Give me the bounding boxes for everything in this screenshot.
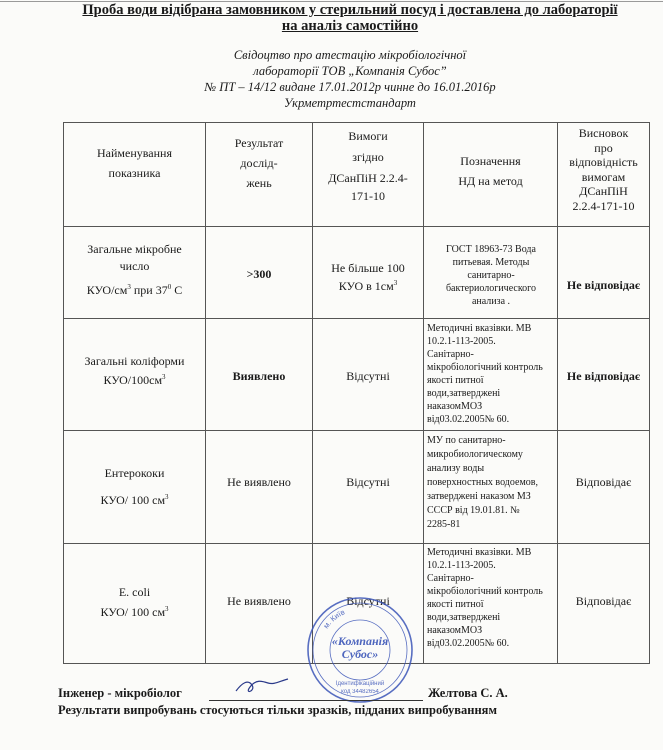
stamp-company-line-2: Субос» bbox=[341, 647, 379, 661]
header-indicator: Найменування показника bbox=[64, 123, 206, 227]
row4-indicator: E. coli КУО/ 100 $см^3$ bbox=[64, 544, 206, 664]
signature bbox=[232, 673, 292, 699]
row1-conclusion: Не відповідає bbox=[558, 227, 650, 319]
row1-indicator: Загальне мікробне число КУО/$см^3$ при $37^0$ С bbox=[64, 227, 206, 319]
row3-conclusion: Відповідає bbox=[558, 431, 650, 544]
certificate-line-4: Укрметртестстандарт bbox=[284, 96, 416, 110]
engineer-label: Інженер - мікробіолог bbox=[58, 686, 182, 700]
disclaimer: Результати випробувань стосуються тільки зразків, підданих випробуванням bbox=[58, 703, 497, 717]
row2-conclusion: Не відповідає bbox=[558, 319, 650, 431]
heading-line-2: на аналіз самостійно bbox=[281, 18, 419, 34]
row4-conclusion: Відповідає bbox=[558, 544, 650, 664]
header-method: Позначення НД на метод bbox=[424, 123, 558, 227]
row1-requirement: Не більше 100 КУО в $1см^3$ bbox=[313, 227, 424, 319]
row3-indicator: Ентерококи КУО/ 100 $см^3$ bbox=[64, 431, 206, 544]
signature-line bbox=[209, 700, 423, 701]
row3-method: МУ по санитарно- микробиологическому анализу воды поверхностных водоемов, затверджені наказом МЗ СССР від 19.01.81. № 2285-81 bbox=[424, 431, 558, 544]
stamp-code: код 34482654 bbox=[341, 689, 379, 695]
certificate-line-1: Свідоцтво про атестацію мікробіологічної bbox=[233, 48, 467, 62]
row3-result: Не виявлено bbox=[206, 431, 313, 544]
certificate-line-3: № ПТ – 14/12 видане 17.01.2012р чинне до 16.01.2016р bbox=[204, 80, 496, 94]
row2-requirement: Відсутні bbox=[313, 319, 424, 431]
engineer-name: Желтова С. А. bbox=[428, 686, 508, 700]
row2-method: Методичні вказівки. МВ 10.2.1-113-2005. Санітарно- мікробіологічний контроль якості питної води,затверджені наказомМОЗ від03.02.2005№ 60. bbox=[424, 319, 558, 431]
row4-method: Методичні вказівки. МВ 10.2.1-113-2005. Санітарно- мікробіологічний контроль якості питної води,затверджені наказомМОЗ від03.02.2005№ 60. bbox=[424, 544, 558, 664]
company-stamp bbox=[305, 595, 415, 705]
header-conclusion: Висновок про відповідність вимогам ДСанПіН 2.2.4-171-10 bbox=[558, 123, 650, 227]
header-result: Результат дослід- жень bbox=[206, 123, 313, 227]
stamp-company-line-1: «Компанія bbox=[331, 634, 389, 648]
certificate-line-2: лабораторії ТОВ „Компанія Субос” bbox=[253, 64, 447, 78]
table-header-row bbox=[64, 123, 650, 227]
stamp-arc-text: м. Київ bbox=[321, 607, 347, 631]
row4-requirement: Відсутні bbox=[313, 544, 424, 664]
header-requirements: Вимоги згідно ДСанПіН 2.2.4- 171-10 bbox=[313, 123, 424, 227]
row4-result: Не виявлено bbox=[206, 544, 313, 664]
row1-result: >300 bbox=[206, 227, 313, 319]
row1-method: ГОСТ 18963-73 Вода питьевая. Методы санитарно- бактериологического анализа . bbox=[424, 227, 558, 319]
table-row bbox=[64, 431, 650, 544]
table-row bbox=[64, 227, 650, 319]
row2-indicator: Загальні коліформи КУО/$100см^3$ bbox=[64, 319, 206, 431]
stamp-code-label: Ідентифікаційний bbox=[335, 681, 385, 687]
table-row bbox=[64, 319, 650, 431]
results-table bbox=[63, 122, 650, 664]
heading-line-1: Проба води відібрана замовником у стерильний посуд і доставлена до лабораторії bbox=[82, 2, 618, 18]
row2-result: Виявлено bbox=[206, 319, 313, 431]
row3-requirement: Відсутні bbox=[313, 431, 424, 544]
